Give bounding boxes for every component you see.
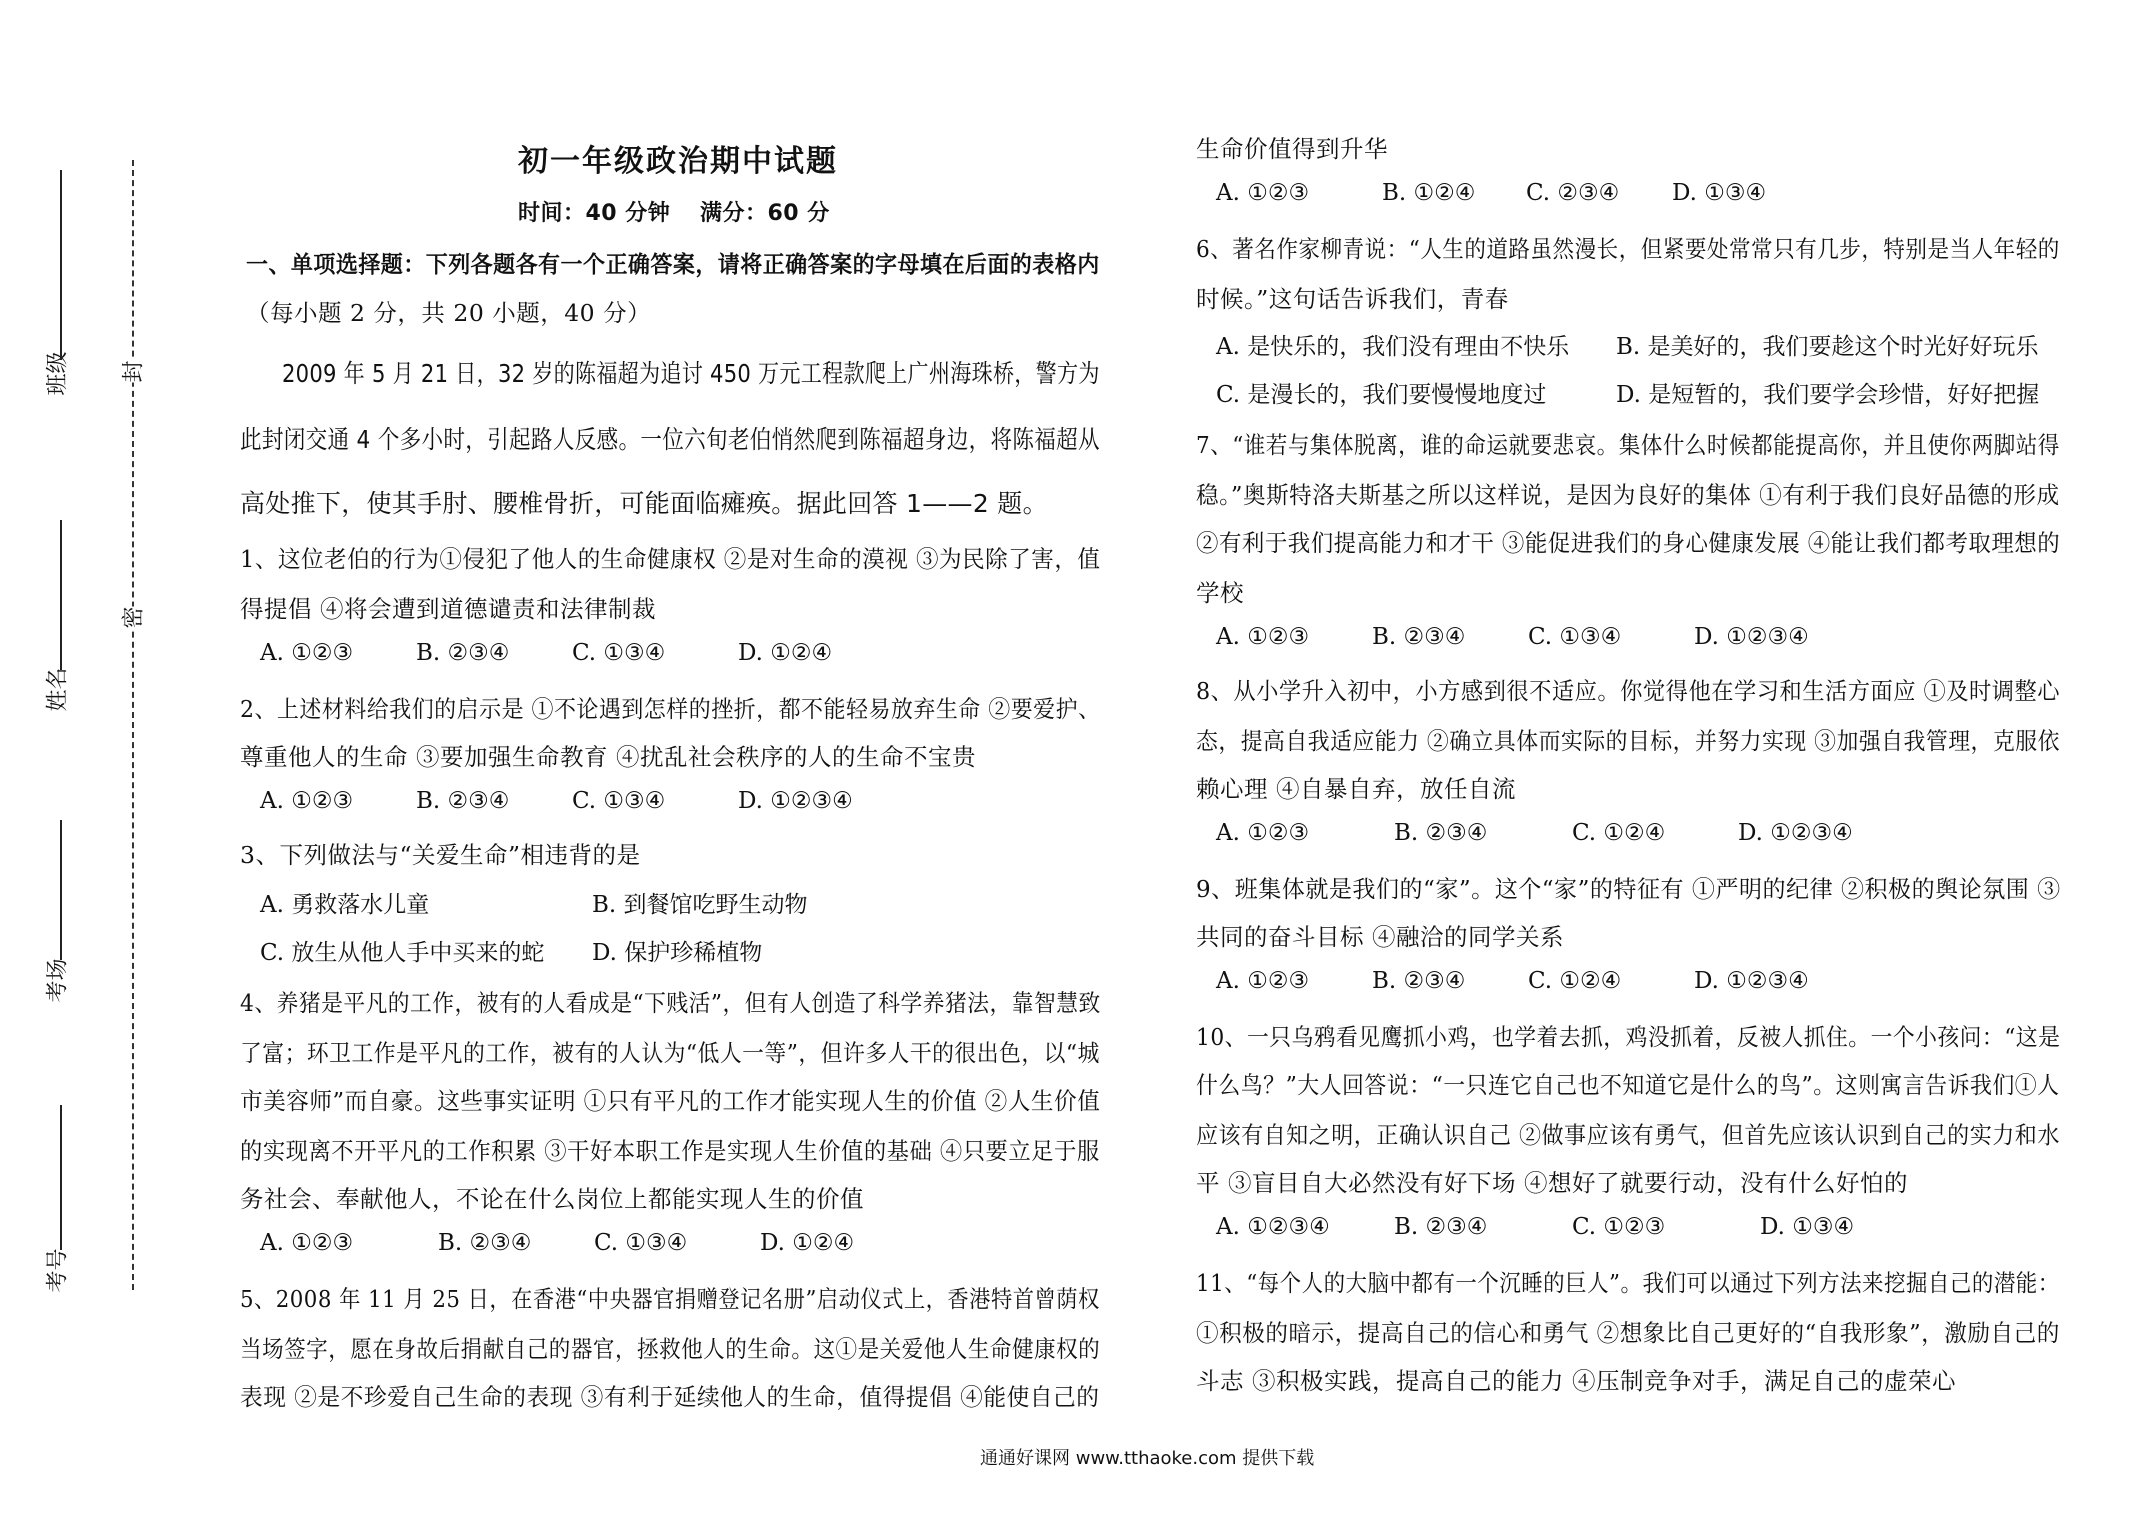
question-5-text: 当场签字，愿在身故后捐献自己的器官，拯救他人的生命。这①是关爱他人生命健康权的 xyxy=(240,1335,1101,1363)
time-label: 时间：40 分钟 xyxy=(518,201,671,226)
option-a[interactable]: A. ①②③ xyxy=(260,788,354,814)
question-7-text: 学校 xyxy=(1196,579,1244,607)
question-4-text: 市美容师”而自豪。这些事实证明 ①只有平凡的工作才能实现人生的价值 ②人生价值 xyxy=(240,1087,1101,1115)
option-d[interactable]: D. ①③④ xyxy=(1760,1214,1855,1240)
option-d[interactable]: D. 是短暂的，我们要学会珍惜，好好把握 xyxy=(1616,382,2040,408)
question-6-text: 6、著名作家柳青说：“人生的道路虽然漫长，但紧要处常常只有几步，特别是当人年轻的 xyxy=(1196,235,2060,263)
question-7-text: ②有利于我们提高能力和才干 ③能促进我们的身心健康发展 ④能让我们都考取理想的 xyxy=(1196,529,2061,557)
room-label: 考场 xyxy=(45,958,71,1003)
question-10-text: 应该有自知之明，正确认识自己 ②做事应该有勇气，但首先应该认识到自己的实力和水 xyxy=(1196,1121,2060,1149)
question-5-text: 5、2008 年 11 月 25 日，在香港“中央器官捐赠登记名册”启动仪式上，香港特首曾荫权 xyxy=(240,1285,1100,1313)
section-note: （每小题 2 分，共 20 小题，40 分） xyxy=(246,299,652,327)
question-11-text: 斗志 ③积极实践，提高自己的能力 ④压制竞争对手，满足自己的虚荣心 xyxy=(1196,1367,1956,1395)
question-10-text: 10、一只乌鸦看见鹰抓小鸡，也学着去抓，鸡没抓着，反被人抓住。一个小孩问：“这是 xyxy=(1196,1023,2061,1051)
question-5-text: 表现 ②是不珍爱自己生命的表现 ③有利于延续他人的生命，值得提倡 ④能使自己的 xyxy=(240,1383,1100,1411)
option-b[interactable]: B. ②③④ xyxy=(1394,1214,1488,1240)
question-8-text: 态，提高自我适应能力 ②确立具体而实际的目标，并努力实现 ③加强自我管理，克服依 xyxy=(1196,727,2060,755)
question-4-text: 了富；环卫工作是平凡的工作，被有的人认为“低人一等”，但许多人干的很出色，以“城 xyxy=(240,1039,1100,1067)
question-9-text: 共同的奋斗目标 ④融洽的同学关系 xyxy=(1196,923,1564,951)
option-a[interactable]: A. ①②③ xyxy=(1216,624,1310,650)
option-d[interactable]: D. ①②③④ xyxy=(1694,624,1809,650)
question-6-text: 时候。”这句话告诉我们，青春 xyxy=(1196,285,1509,313)
option-d[interactable]: D. ①②④ xyxy=(738,640,833,666)
question-3-text: 3、下列做法与“关爱生命”相违背的是 xyxy=(240,841,641,869)
option-d[interactable]: D. ①②③④ xyxy=(738,788,853,814)
question-8-text: 赖心理 ④自暴自弃，放任自流 xyxy=(1196,775,1516,803)
seal-line xyxy=(132,160,134,1290)
option-c[interactable]: C. ②③④ xyxy=(1526,180,1620,206)
passage-line: 2009 年 5 月 21 日，32 岁的陈福超为追讨 450 万元工程款爬上广州海珠桥，警方为 xyxy=(282,359,1100,388)
option-c[interactable]: C. ①③④ xyxy=(1528,624,1622,650)
option-b[interactable]: B. ②③④ xyxy=(1394,820,1488,846)
question-1-text: 得提倡 ④将会遭到道德谴责和法律制裁 xyxy=(240,595,656,623)
option-a[interactable]: A. 是快乐的，我们没有理由不快乐 xyxy=(1216,334,1570,360)
option-a[interactable]: A. ①②③ xyxy=(1216,968,1310,994)
option-b[interactable]: B. ②③④ xyxy=(1372,624,1466,650)
option-d[interactable]: D. ①②③④ xyxy=(1694,968,1809,994)
option-a[interactable]: A. 勇救落水儿童 xyxy=(260,892,430,918)
option-c[interactable]: C. 放生从他人手中买来的蛇 xyxy=(260,940,545,966)
question-4-text: 务社会、奉献他人，不论在什么岗位上都能实现人生的价值 xyxy=(240,1185,864,1213)
option-b[interactable]: B. ①②④ xyxy=(1382,180,1476,206)
option-a[interactable]: A. ①②③④ xyxy=(1216,1214,1330,1240)
section-heading: 一、单项选择题：下列各题各有一个正确答案，请将正确答案的字母填在后面的表格内 xyxy=(246,252,1100,278)
question-1-text: 1、这位老伯的行为①侵犯了他人的生命健康权 ②是对生命的漠视 ③为民除了害，值 xyxy=(240,545,1101,573)
page-title: 初一年级政治期中试题 xyxy=(518,144,838,179)
option-c[interactable]: C. ①②④ xyxy=(1572,820,1666,846)
question-9-text: 9、班集体就是我们的“家”。这个“家”的特征有 ①严明的纪律 ②积极的舆论氛围 ③ xyxy=(1196,875,2061,903)
room-field[interactable] xyxy=(60,820,62,960)
question-11-text: 11、“每个人的大脑中都有一个沉睡的巨人”。我们可以通过下列方法来挖掘自己的潜能： xyxy=(1196,1269,2060,1297)
question-4-text: 4、养猪是平凡的工作，被有的人看成是“下贱活”，但有人创造了科学养猪法，靠智慧致 xyxy=(240,989,1101,1017)
question-4-text: 的实现离不开平凡的工作积累 ③干好本职工作是实现人生价值的基础 ④只要立足于服 xyxy=(240,1137,1100,1165)
option-b[interactable]: B. ②③④ xyxy=(1372,968,1466,994)
name-field[interactable] xyxy=(60,520,62,670)
question-5-continued: 生命价值得到升华 xyxy=(1196,135,1388,163)
footer-credit: 通通好课网 www.tthaoke.com 提供下载 xyxy=(980,1448,1315,1469)
passage-line: 此封闭交通 4 个多小时，引起路人反感。一位六旬老伯悄然爬到陈福超身边，将陈福超从 xyxy=(240,425,1100,454)
option-c[interactable]: C. 是漫长的，我们要慢慢地度过 xyxy=(1216,382,1547,408)
passage-line: 高处推下，使其手肘、腰椎骨折，可能面临瘫痪。据此回答 1——2 题。 xyxy=(240,489,1048,518)
option-a[interactable]: A. ①②③ xyxy=(1216,820,1310,846)
option-c[interactable]: C. ①③④ xyxy=(594,1230,688,1256)
option-b[interactable]: B. 到餐馆吃野生动物 xyxy=(592,892,808,918)
option-a[interactable]: A. ①②③ xyxy=(260,640,354,666)
option-b[interactable]: B. ②③④ xyxy=(416,640,510,666)
number-field[interactable] xyxy=(60,1105,62,1250)
seal-char-1: 封 xyxy=(113,360,152,382)
option-c[interactable]: C. ①③④ xyxy=(572,640,666,666)
option-d[interactable]: D. ①③④ xyxy=(1672,180,1767,206)
option-b[interactable]: B. ②③④ xyxy=(438,1230,532,1256)
question-10-text: 什么鸟？”大人回答说：“一只连它自己也不知道它是什么的鸟”。这则寓言告诉我们①人 xyxy=(1196,1071,2060,1099)
question-10-text: 平 ③盲目自大必然没有好下场 ④想好了就要行动，没有什么好怕的 xyxy=(1196,1169,1908,1197)
score-label: 满分：60 分 xyxy=(700,201,830,226)
question-7-text: 稳。”奥斯特洛夫斯基之所以这样说，是因为良好的集体 ①有利于我们良好品德的形成 xyxy=(1196,481,2060,509)
option-d[interactable]: D. ①②③④ xyxy=(1738,820,1853,846)
option-c[interactable]: C. ①②③ xyxy=(1572,1214,1666,1240)
option-c[interactable]: C. ①③④ xyxy=(572,788,666,814)
question-8-text: 8、从小学升入初中，小方感到很不适应。你觉得他在学习和生活方面应 ①及时调整心 xyxy=(1196,677,2061,705)
option-a[interactable]: A. ①②③ xyxy=(260,1230,354,1256)
option-d[interactable]: D. ①②④ xyxy=(760,1230,855,1256)
option-c[interactable]: C. ①②④ xyxy=(1528,968,1622,994)
question-2-text: 尊重他人的生命 ③要加强生命教育 ④扰乱社会秩序的人的生命不宝贵 xyxy=(240,743,976,771)
option-a[interactable]: A. ①②③ xyxy=(1216,180,1310,206)
option-b[interactable]: B. ②③④ xyxy=(416,788,510,814)
question-11-text: ①积极的暗示，提高自己的信心和勇气 ②想象比自己更好的“自我形象”，激励自己的 xyxy=(1196,1319,2060,1347)
option-d[interactable]: D. 保护珍稀植物 xyxy=(592,940,763,966)
option-b[interactable]: B. 是美好的，我们要趁这个时光好好玩乐 xyxy=(1616,334,2039,360)
number-label: 考号 xyxy=(45,1248,71,1293)
name-label: 姓名 xyxy=(45,667,71,712)
question-2-text: 2、上述材料给我们的启示是 ①不论遇到怎样的挫折，都不能轻易放弃生命 ②要爱护、 xyxy=(240,695,1101,723)
class-label: 班级 xyxy=(45,351,71,396)
seal-char-2: 密 xyxy=(113,606,152,628)
question-7-text: 7、“谁若与集体脱离，谁的命运就要悲哀。集体什么时候都能提高你，并且使你两脚站得 xyxy=(1196,431,2060,459)
class-field[interactable] xyxy=(60,170,62,360)
